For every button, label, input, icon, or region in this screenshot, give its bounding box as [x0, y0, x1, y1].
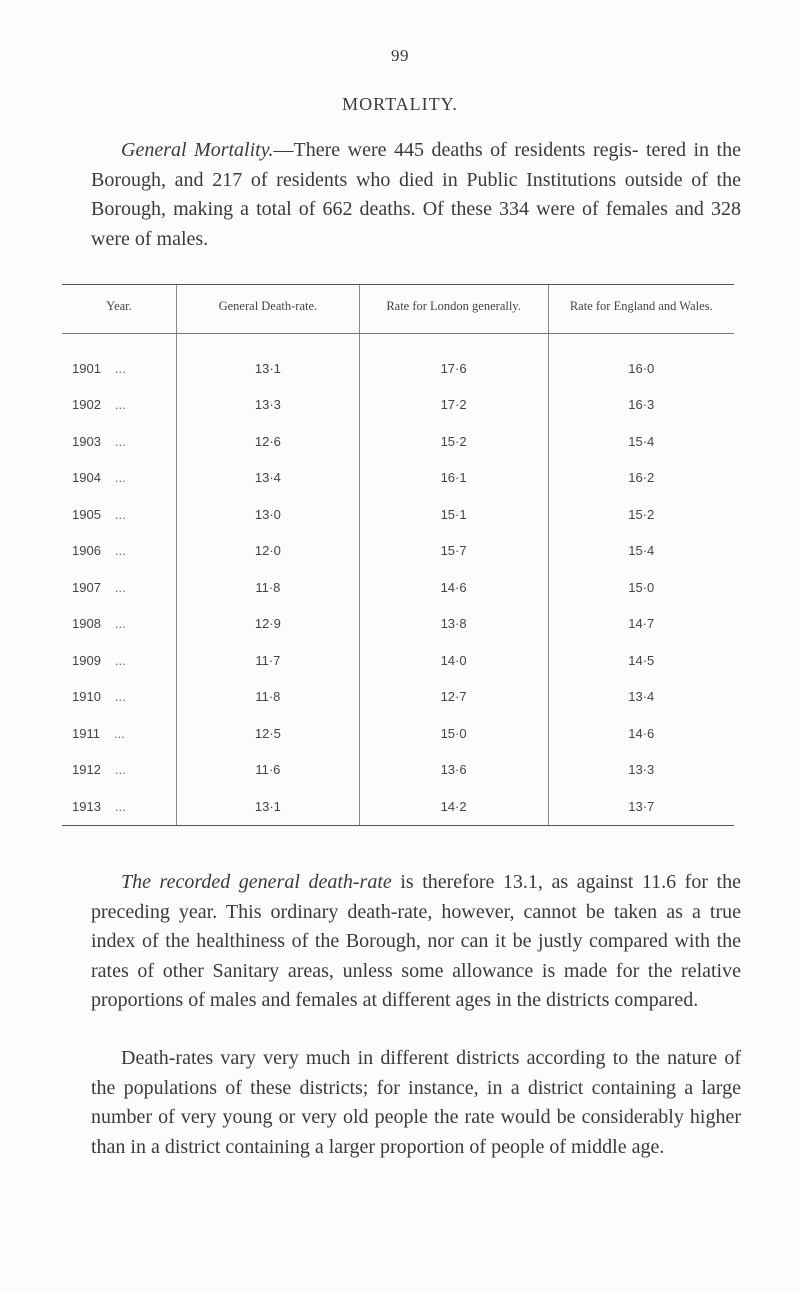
- year-cell: [62, 679, 177, 716]
- year-value: 1905: [72, 506, 101, 522]
- year-value: 1906: [72, 543, 101, 559]
- year-cell: [62, 423, 177, 460]
- table-header-row: [62, 285, 734, 334]
- recorded-rate-text: is therefore 13.1, as against 11.6 for the preceding year. This ordinary death-rate, however, cannot be taken as a true index of the healthiness of the Borough, nor can it be justly compared with the rates of other Sanitary areas, unless some allowance is made for the relative proportions of males and females at different ages in the districts compared.: [91, 871, 741, 1011]
- london-rate-cell: 17·2: [359, 387, 548, 424]
- year-value: 1908: [72, 616, 101, 632]
- table-row: [62, 642, 734, 679]
- england-wales-rate-cell: 13·4: [548, 679, 734, 716]
- table-row: [62, 788, 734, 825]
- leader-dots: ...: [114, 689, 126, 705]
- table-row: [62, 606, 734, 643]
- page-number: 99: [391, 46, 409, 65]
- death-rate-table-container: [62, 284, 734, 826]
- london-rate-cell: 15·7: [359, 533, 548, 570]
- london-rate-cell: 15·2: [359, 423, 548, 460]
- england-wales-rate-cell: 15·4: [548, 423, 734, 460]
- england-wales-rate-cell: 14·5: [548, 642, 734, 679]
- london-rate-cell: 14·0: [359, 642, 548, 679]
- table-row: [62, 752, 734, 789]
- london-rate-cell: 14·2: [359, 788, 548, 825]
- london-rate-cell: 16·1: [359, 460, 548, 497]
- general-death-rate-cell: 13·1: [177, 334, 360, 387]
- general-death-rate-cell: 13·0: [177, 496, 360, 533]
- leader-dots: ...: [114, 543, 126, 559]
- england-wales-rate-cell: 15·0: [548, 569, 734, 606]
- year-cell: [62, 460, 177, 497]
- year-value: 1913: [72, 798, 101, 814]
- table-row: [62, 496, 734, 533]
- year-value: 1904: [72, 470, 101, 486]
- table-row: [62, 533, 734, 570]
- year-cell: [62, 642, 177, 679]
- year-value: 1907: [72, 579, 101, 595]
- general-mortality-paragraph: [91, 136, 741, 254]
- header-london-rate: Rate for London generally.: [359, 285, 548, 334]
- leader-dots: ...: [113, 725, 125, 741]
- year-value: 1911: [72, 725, 100, 741]
- table-row: [62, 423, 734, 460]
- london-rate-cell: 13·8: [359, 606, 548, 643]
- year-cell: [62, 496, 177, 533]
- general-death-rate-cell: 11·8: [177, 679, 360, 716]
- table-body: [62, 334, 734, 826]
- england-wales-rate-cell: 15·2: [548, 496, 734, 533]
- table-row: [62, 569, 734, 606]
- general-death-rate-cell: 12·5: [177, 715, 360, 752]
- general-death-rate-cell: 12·6: [177, 423, 360, 460]
- year-cell: [62, 334, 177, 387]
- table-row: [62, 460, 734, 497]
- leader-dots: ...: [114, 470, 126, 486]
- leader-dots: ...: [114, 798, 126, 814]
- death-rate-table: [62, 284, 734, 826]
- year-value: 1909: [72, 652, 101, 668]
- england-wales-rate-cell: 16·2: [548, 460, 734, 497]
- year-value: 1902: [72, 397, 101, 413]
- england-wales-rate-cell: 13·3: [548, 752, 734, 789]
- district-variation-paragraph: Death-rates vary very much in different districts according to the nature of the populations of these districts; for instance, in a district containing a large number of very young or very old people the rate would be considerably higher than in a district containing a larger proportion of people of middle age.: [91, 1047, 741, 1158]
- year-cell: [62, 752, 177, 789]
- header-general-death-rate: General Death-rate.: [177, 285, 360, 334]
- page-title: MORTALITY.: [342, 94, 458, 114]
- year-value: 1903: [72, 433, 101, 449]
- general-death-rate-cell: 12·9: [177, 606, 360, 643]
- general-death-rate-cell: 11·8: [177, 569, 360, 606]
- year-cell: [62, 715, 177, 752]
- header-england-wales-rate: Rate for England and Wales.: [548, 285, 734, 334]
- year-value: 1912: [72, 762, 101, 778]
- london-rate-cell: 15·0: [359, 715, 548, 752]
- england-wales-rate-cell: 14·6: [548, 715, 734, 752]
- leader-dots: ...: [114, 579, 126, 595]
- london-rate-cell: 14·6: [359, 569, 548, 606]
- london-rate-cell: 17·6: [359, 334, 548, 387]
- year-cell: [62, 606, 177, 643]
- table-row: [62, 715, 734, 752]
- general-death-rate-cell: 13·4: [177, 460, 360, 497]
- recorded-rate-lead: The recorded general death-rate: [121, 871, 392, 893]
- england-wales-rate-cell: 13·7: [548, 788, 734, 825]
- recorded-rate-paragraph: [91, 868, 741, 1016]
- england-wales-rate-cell: 16·0: [548, 334, 734, 387]
- table-row: [62, 387, 734, 424]
- england-wales-rate-cell: 15·4: [548, 533, 734, 570]
- year-value: 1901: [72, 360, 101, 376]
- london-rate-cell: 12·7: [359, 679, 548, 716]
- leader-dots: ...: [114, 616, 126, 632]
- leader-dots: ...: [114, 506, 126, 522]
- year-cell: [62, 533, 177, 570]
- leader-dots: ...: [114, 762, 126, 778]
- table-row: [62, 679, 734, 716]
- london-rate-cell: 15·1: [359, 496, 548, 533]
- general-mortality-text: —There were 445 deaths of residents regis- tered in the Borough, and 217 of residents who died in Public Institutions outside of the Borough, making a total of 662 deaths. Of these 334 were of females and 328 were of males.: [91, 139, 741, 250]
- leader-dots: ...: [114, 360, 126, 376]
- england-wales-rate-cell: 14·7: [548, 606, 734, 643]
- year-cell: [62, 788, 177, 825]
- table-row: [62, 334, 734, 387]
- general-death-rate-cell: 12·0: [177, 533, 360, 570]
- year-cell: [62, 387, 177, 424]
- london-rate-cell: 13·6: [359, 752, 548, 789]
- header-year: Year.: [62, 285, 177, 334]
- year-value: 1910: [72, 689, 101, 705]
- leader-dots: ...: [114, 433, 126, 449]
- england-wales-rate-cell: 16·3: [548, 387, 734, 424]
- general-death-rate-cell: 11·6: [177, 752, 360, 789]
- general-death-rate-cell: 13·1: [177, 788, 360, 825]
- leader-dots: ...: [114, 397, 126, 413]
- leader-dots: ...: [114, 652, 126, 668]
- year-cell: [62, 569, 177, 606]
- general-mortality-lead: General Mortality.: [121, 139, 274, 161]
- general-death-rate-cell: 11·7: [177, 642, 360, 679]
- general-death-rate-cell: 13·3: [177, 387, 360, 424]
